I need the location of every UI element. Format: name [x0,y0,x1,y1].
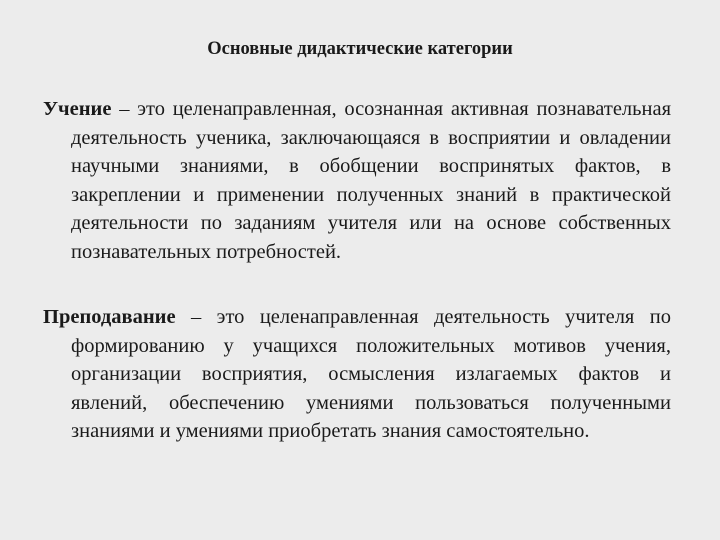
definition-learning [43,95,671,267]
definition-teaching-text: – это целенаправленная деятельность учителя по формированию у учащихся положительных мотивов учения, организации восприятия, осмысления излагаемых фактов и явлений, обеспечению умениями пользоваться полученными знаниями и умениями приобретать знания самостоятельно. [71,306,671,443]
term-teaching: Преподавание [43,306,176,328]
term-learning: Учение [43,98,112,120]
definition-learning-text: – это целенаправленная, осознанная активная познавательная деятельность ученика, заключающаяся в восприятии и овладении научными знаниями, в обобщении воспринятых фактов, в закреплении и применении полученных знаний в практической деятельности по заданиям учителя или на основе собственных познавательных потребностей. [71,98,671,263]
slide-title: Основные дидактические категории [207,39,513,59]
definition-teaching [43,303,671,446]
